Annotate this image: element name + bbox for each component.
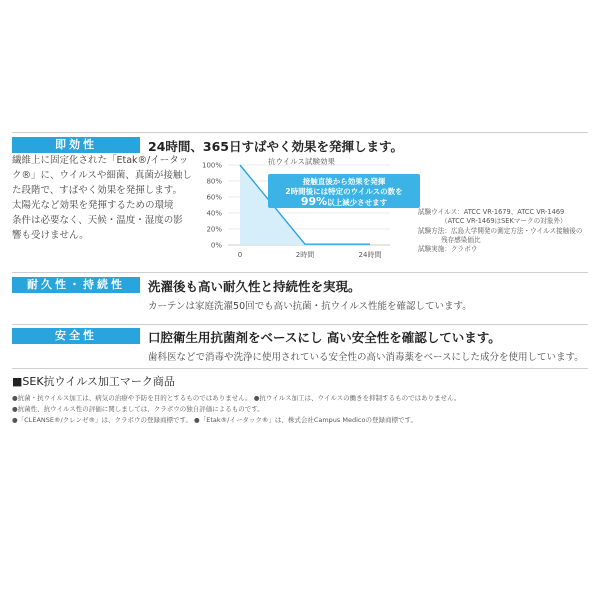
quick-effect-description (12, 153, 217, 243)
sek-title: ■SEK抗ウイルス加工マーク商品 (12, 375, 175, 388)
callout-line-2: 2時間後には特定のウイルスの数を (285, 187, 403, 196)
y-tick-label: 20% (206, 225, 222, 234)
x-tick-label: 0 (237, 251, 243, 259)
chart-title: 抗ウイルス試験効果 (268, 157, 336, 166)
y-tick-label: 60% (206, 193, 222, 202)
desc-line: 太陽光など効果を発揮するための環境 (12, 200, 174, 211)
test-virus-note: （ATCC VR-1469はSEKマークの対象外） (441, 217, 567, 225)
callout-line-3 (269, 195, 419, 208)
callout-percent: 99% (300, 195, 328, 208)
badge-quick-effect: 即効性 (12, 137, 140, 153)
test-method-2: 残存感染価比 (441, 236, 481, 244)
durability-text: カーテンは家庭洗濯50回でも高い抗菌・抗ウイルス性能を確認しています。 (148, 301, 472, 312)
desc-line: 響も受けません。 (12, 230, 89, 241)
desc-line: ク®」に、ウイルスや細菌、真菌が接触し (12, 170, 192, 181)
callout-line-1: 接触直後から効果を発揮 (302, 177, 386, 186)
divider-durability (12, 272, 588, 273)
heading-quick-effect: 24時間、365日すばやく効果を発揮します。 (148, 139, 403, 154)
note-line: ●抗菌性、抗ウイルス性の評価に関しましては、クラボウの独自評価によるものです。 (12, 405, 264, 413)
desc-line: 条件は必要なく、天候・温度・湿度の影 (12, 215, 183, 226)
badge-durability: 耐久性・持続性 (12, 277, 140, 293)
heading-durability: 洗濯後も高い耐久性と持続性を実現。 (148, 279, 361, 294)
y-tick-label: 80% (206, 177, 222, 186)
divider-top (12, 132, 588, 133)
desc-line: 繊維上に固定化された「Etak®/イータッ (12, 155, 189, 166)
divider-safety (12, 324, 588, 325)
note-line: ●「CLEANSE®/クレンゼ®」は、クラボウの登録商標です。 ●「Etak®/イータック®」は、株式会社Campus Medicoの登録商標です。 (12, 416, 417, 424)
safety-text: 歯科医などで消毒や洗浄に使用されている安全性の高い消毒薬をベースにした成分を使用しています。 (148, 352, 584, 363)
y-tick-label: 100% (201, 161, 222, 170)
callout-suffix: 以上減少させます (327, 198, 388, 207)
divider-sek (12, 368, 588, 369)
desc-line: た段階で、すばやく効果を発揮します。 (12, 185, 183, 196)
test-conductor: 試験実施：クラボウ (418, 245, 478, 253)
badge-safety: 安全性 (12, 328, 140, 344)
y-tick-label: 40% (206, 209, 222, 218)
y-tick-label: 0% (210, 241, 222, 250)
x-tick-label: 2時間 (295, 251, 315, 259)
x-tick-label: 24時間 (358, 251, 382, 259)
test-method: 試験方法：広島大学開発の測定方法・ウイルス接触後の (418, 227, 583, 235)
note-line: ●抗菌・抗ウイルス加工は、病気の治療や予防を目的とするものではありません。 ●抗ウイルス加工は、ウイルスの働きを抑制するものではありません。 (12, 394, 461, 402)
heading-safety: 口腔衛生用抗菌剤をベースにし 高い安全性を確認しています。 (148, 330, 501, 345)
test-virus: 試験ウイルス：ATCC VR-1679、ATCC VR-1469 (418, 208, 565, 216)
